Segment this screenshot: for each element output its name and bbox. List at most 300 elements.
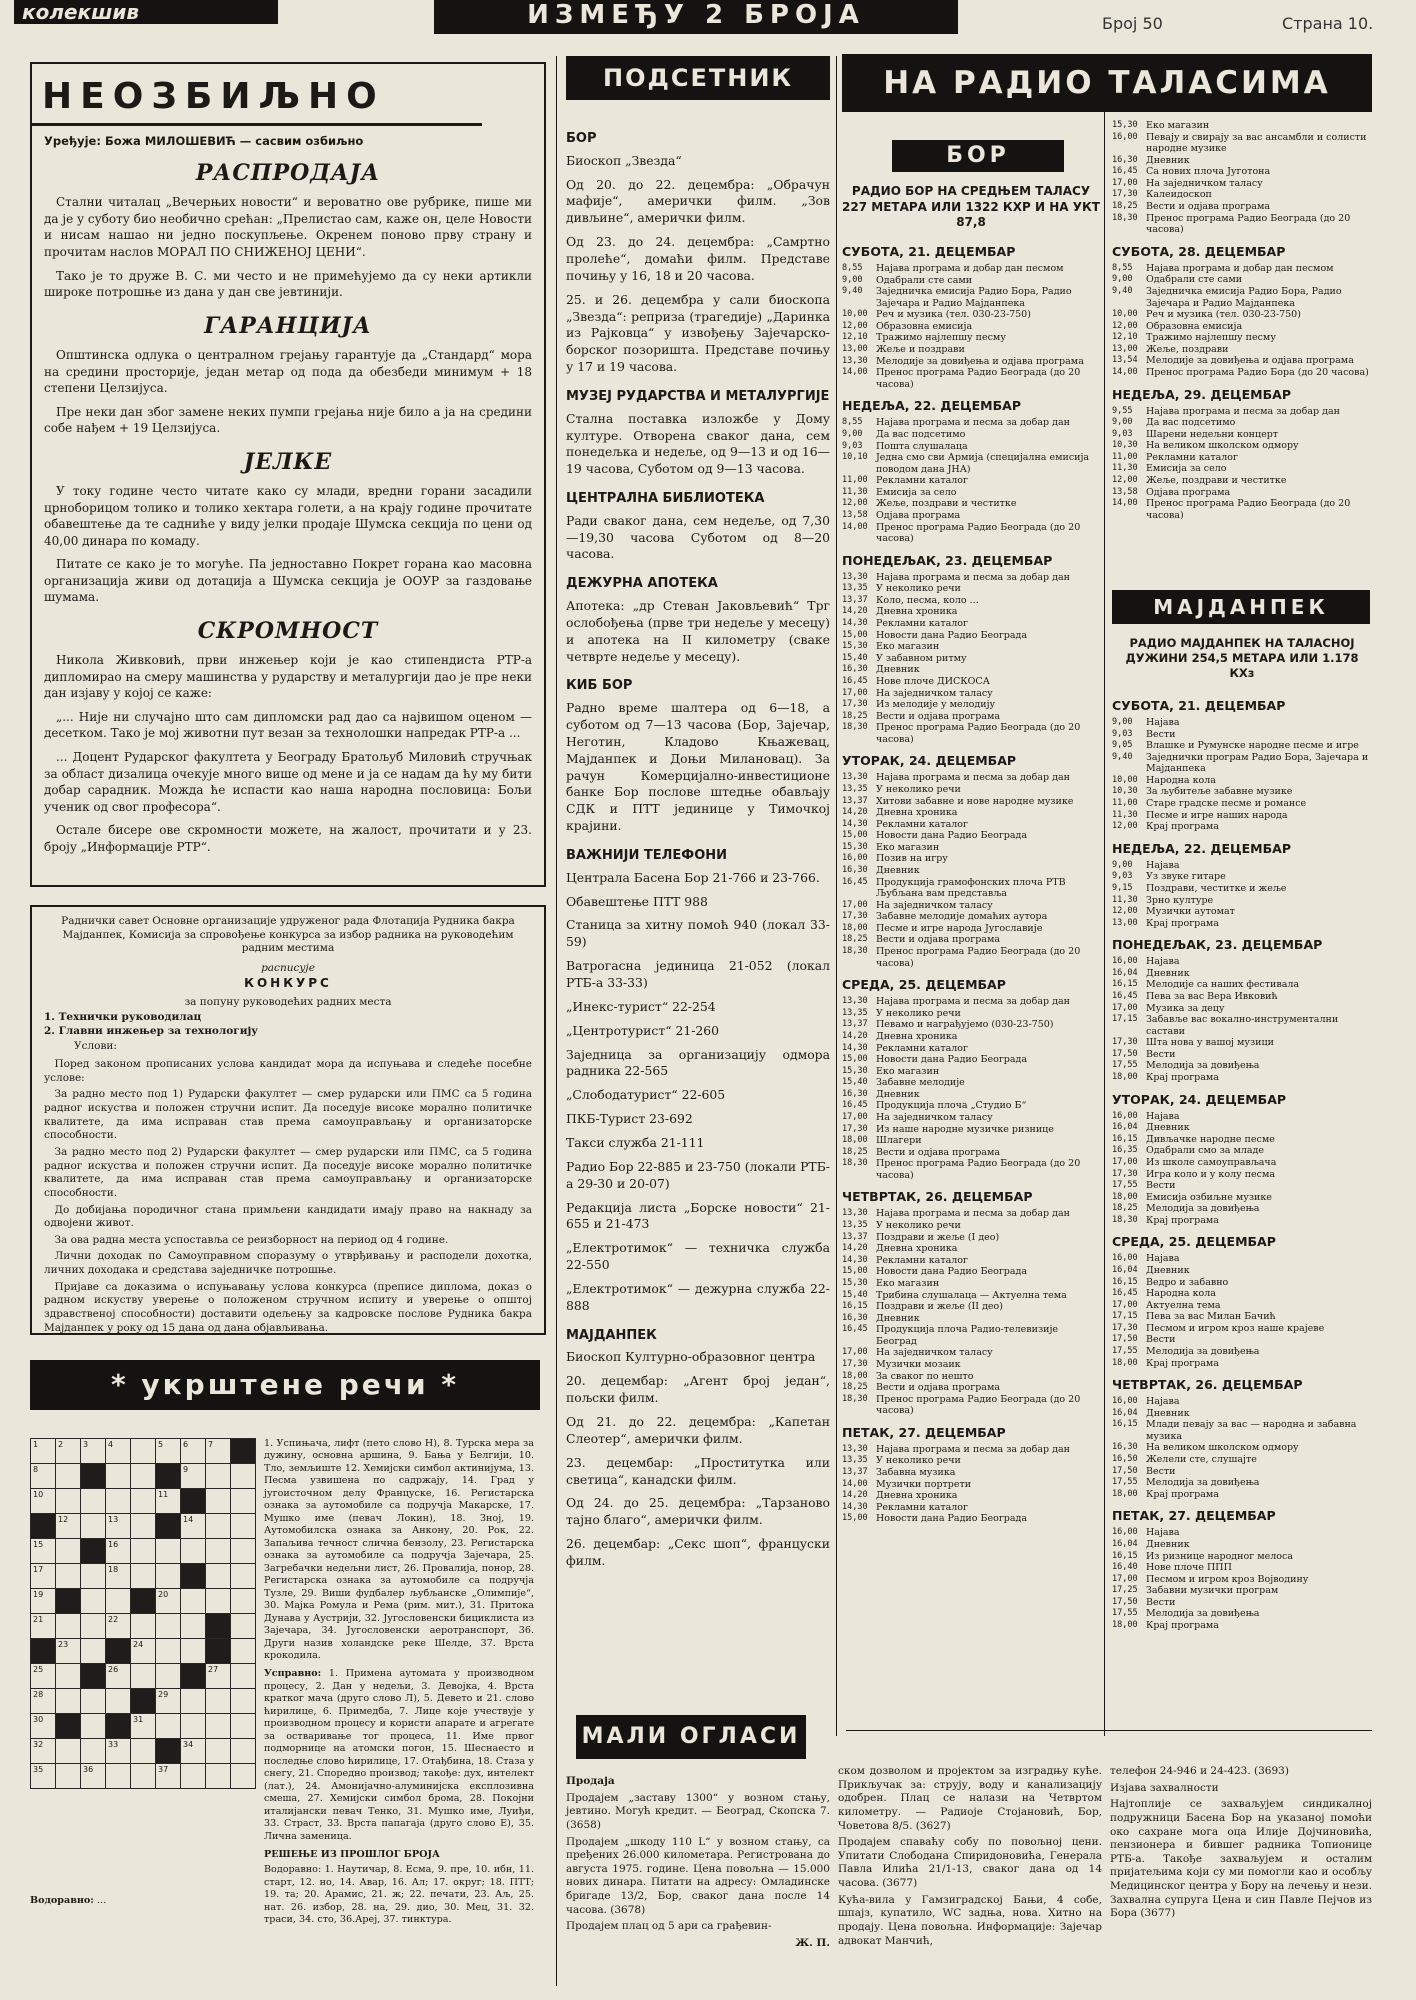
bor-program-row [1112, 429, 1372, 441]
bor-program-row [842, 441, 1100, 453]
bor-program-time: 15,00 [842, 1054, 868, 1065]
crossword-cell[interactable] [56, 1489, 81, 1514]
bor-program-row [842, 1394, 1100, 1417]
crossword-cell[interactable] [206, 1689, 231, 1714]
majdanpek-program-name: Крај програма [1146, 1357, 1219, 1369]
crossword-cell[interactable] [131, 1714, 156, 1739]
majdanpek-program-name: Вести [1146, 1465, 1176, 1477]
bor-program-name: Пренос програма Радио Београда (до 20 часова) [876, 367, 1081, 390]
crossword-block [106, 1714, 131, 1739]
majdanpek-program-time: 16,45 [1112, 1288, 1138, 1299]
majdanpek-program-row [1112, 1574, 1372, 1586]
humor-paragraph: Пре неки дан због замене неких пумпи грејања није било а ја на средини собе нађем + 19 Целзијуса. [44, 404, 532, 436]
crossword-cell[interactable] [131, 1639, 156, 1664]
crossword-cell[interactable] [131, 1664, 156, 1689]
crossword-number: 8 [33, 1465, 39, 1474]
crossword-cell[interactable] [131, 1514, 156, 1539]
majdanpek-program-name: Мелодија за довиђења [1146, 1477, 1260, 1489]
crossword-cell[interactable] [106, 1664, 131, 1689]
bor-day-heading: СУБОТА, 21. ДЕЦЕМБАР [842, 244, 1016, 259]
bor-program-name: Да вас подсетимо [1146, 417, 1236, 429]
majdanpek-program-name: Најава [1146, 717, 1180, 728]
crossword-cell[interactable] [81, 1739, 106, 1764]
crossword-cell[interactable] [106, 1764, 131, 1789]
bor-program-time: 15,40 [842, 1077, 868, 1088]
crossword-cell[interactable] [181, 1739, 206, 1764]
crossword-cell[interactable] [231, 1739, 256, 1764]
crossword-cell[interactable] [181, 1439, 206, 1464]
crossword-cell[interactable] [131, 1564, 156, 1589]
majdanpek-program-row [1112, 1215, 1372, 1227]
crossword-down-label: Усправно: [264, 1668, 322, 1680]
contest-position: 1. Технички руководилац [44, 1011, 202, 1024]
crossword-cell[interactable] [56, 1439, 81, 1464]
majdanpek-program-name: Крај програма [1146, 917, 1219, 929]
bor-program-name: Рекламни каталог [876, 475, 968, 487]
crossword-cell[interactable] [206, 1714, 231, 1739]
bor-program-name: Еко магазин [876, 1277, 940, 1289]
bor-program-name: Мелодије за довиђења и одјава програма [1146, 355, 1354, 367]
crossword-cell[interactable] [106, 1539, 131, 1564]
crossword-cell[interactable] [81, 1489, 106, 1514]
majdanpek-program-time: 16,04 [1112, 1122, 1138, 1133]
crossword-cell[interactable] [206, 1489, 231, 1514]
crossword-block [56, 1589, 81, 1614]
classified-ad: Изјава захвалности [1110, 1781, 1219, 1794]
bor-program-time: 13,58 [1112, 486, 1138, 497]
crossword-cell[interactable] [56, 1564, 81, 1589]
bor-program-row [842, 286, 1100, 309]
crossword-cell[interactable] [56, 1639, 81, 1664]
majdanpek-program-row [1112, 1300, 1372, 1312]
majdanpek-program-time: 17,50 [1112, 1048, 1138, 1059]
bor-program-time: 16,45 [842, 876, 868, 887]
crossword-cell[interactable] [131, 1614, 156, 1639]
reminder-section-heading: ЦЕНТРАЛНА БИБЛИОТЕКА [566, 491, 765, 507]
majdanpek-program-name: Старе градске песме и романсе [1146, 798, 1307, 810]
crossword-cell[interactable] [106, 1589, 131, 1614]
crossword-cell[interactable] [31, 1589, 56, 1614]
majdanpek-program-name: Мелодије са наших фестивала [1146, 979, 1300, 991]
bor-day-heading: ПОНЕДЕЉАК, 23. ДЕЦЕМБАР [842, 552, 1053, 568]
crossword-cell[interactable] [81, 1439, 106, 1464]
crossword-cell[interactable] [156, 1689, 181, 1714]
majdanpek-program-name: Влашке и Румунске народне песме и игре [1146, 740, 1359, 752]
bor-program-row [842, 452, 1100, 475]
bor-program-row [842, 1513, 1100, 1525]
crossword-cell[interactable] [106, 1489, 131, 1514]
majdanpek-program-row [1112, 1277, 1372, 1289]
crossword-cell[interactable] [31, 1564, 56, 1589]
majdanpek-program-time: 16,15 [1112, 979, 1138, 990]
bor-program-time: 18,25 [842, 1382, 868, 1393]
crossword-cell[interactable] [181, 1539, 206, 1564]
bor-program-time: 17,30 [842, 1358, 868, 1369]
humor-section-heading: РАСПРОДАЈА [195, 160, 381, 186]
bor-program-name: Заједничка емисија Радио Бора, Радио Зајечара и Радио Мајданпека [1146, 285, 1342, 309]
bor-program-row [842, 1301, 1100, 1313]
majdanpek-program-row [1112, 871, 1372, 883]
crossword-cell[interactable] [206, 1439, 231, 1464]
bor-program-time: 13,37 [842, 1467, 868, 1478]
crossword-cell[interactable] [206, 1514, 231, 1539]
bor-program-name: Дневна хроника [876, 807, 958, 819]
crossword-cell[interactable] [81, 1689, 106, 1714]
crossword-cell[interactable] [181, 1614, 206, 1639]
bor-program-row [1112, 440, 1372, 452]
bor-program-time: 15,40 [842, 652, 868, 663]
crossword-cell[interactable] [181, 1464, 206, 1489]
bor-program-name: Рекламни каталог [1146, 451, 1238, 463]
crossword-cell[interactable] [206, 1464, 231, 1489]
crossword-cell[interactable] [156, 1714, 181, 1739]
bor-program-name: Песме и игре народа Југославије [876, 922, 1043, 934]
majdanpek-program-name: Најава [1146, 1110, 1180, 1122]
majdanpek-program-row [1112, 860, 1372, 872]
majdanpek-program-row [1112, 883, 1372, 895]
bor-day-heading: НЕДЕЉА, 29. ДЕЦЕМБАР [1112, 386, 1291, 402]
majdanpek-program-row [1112, 1072, 1372, 1084]
bor-program-row [842, 900, 1100, 912]
crossword-cell[interactable] [31, 1739, 56, 1764]
majdanpek-program-row [1112, 1253, 1372, 1265]
crossword-number: 35 [33, 1765, 44, 1774]
bor-program-name: Новости дана Радио Београда [876, 629, 1028, 641]
bor-program-name: Забавне мелодије [876, 1077, 965, 1089]
bor-program-time: 15,30 [1112, 120, 1138, 130]
majdanpek-program-name: Најава [1146, 1396, 1180, 1408]
crossword-cell[interactable] [231, 1539, 256, 1564]
bor-program-time: 13,30 [842, 772, 868, 783]
crossword-cell[interactable] [31, 1439, 56, 1464]
humor-section-heading: СКРОМНОСТ [197, 617, 379, 644]
crossword-cell[interactable] [181, 1589, 206, 1614]
crossword-cell[interactable] [56, 1739, 81, 1764]
majdanpek-program-name: Млади певају за вас — народна и забавна музика [1146, 1419, 1357, 1442]
crossword-cell[interactable] [231, 1664, 256, 1689]
majdanpek-program-time: 16,04 [1112, 1538, 1138, 1549]
bor-program-row [842, 1112, 1100, 1124]
bor-program-name: Новости дана Радио Београда [876, 1054, 1028, 1066]
majdanpek-day-heading: УТОРАК, 24. ДЕЦЕМБАР [1112, 1091, 1287, 1107]
majdanpek-program-row [1112, 810, 1372, 822]
crossword-cell[interactable] [206, 1539, 231, 1564]
majdanpek-program-row [1112, 1192, 1372, 1204]
crossword-cell[interactable] [56, 1514, 81, 1539]
crossword-cell[interactable] [231, 1614, 256, 1639]
classified-ad: Продајем „заставу 1300“ у возном стању, јевтино. Могућ кредит. — Београд, Скопска 7. (3658) [566, 1791, 830, 1831]
bor-program-time: 17,30 [842, 911, 868, 922]
crossword-cell[interactable] [56, 1764, 81, 1789]
crossword-cell[interactable] [131, 1489, 156, 1514]
crossword-cell[interactable] [156, 1564, 181, 1589]
reminder-paragraph: 26. децембар: „Секс шоп“, француски филм. [566, 1536, 830, 1568]
bor-program-time: 18,25 [842, 1146, 868, 1157]
crossword-cell[interactable] [56, 1689, 81, 1714]
majdanpek-program-row [1112, 1346, 1372, 1358]
radio-title: НА РАДИО ТАЛАСИМА [842, 54, 1372, 112]
bor-program-time: 13,00 [842, 344, 868, 355]
crossword-solution-title: РЕШЕЊЕ ИЗ ПРОШЛОГ БРОЈА [264, 1849, 440, 1860]
classified-ad: Продајем плац од 5 ари са грађевин- [566, 1920, 772, 1933]
crossword-cell[interactable] [56, 1539, 81, 1564]
bor-program-row [842, 842, 1100, 854]
bor-program-name: Музички портрети [876, 1478, 972, 1490]
classified-ad: Продајем спаваћу собу по повољној цени. Упитати Слободана Спиридоновића, Генерала Павла Илића 21/1-13, сваког дана од 14 часова. (3677) [838, 1836, 1102, 1890]
crossword-cell[interactable] [106, 1439, 131, 1464]
crossword-cell[interactable] [156, 1539, 181, 1564]
bor-program-time: 14,30 [842, 818, 868, 829]
crossword-cell[interactable] [231, 1464, 256, 1489]
crossword-cell[interactable] [106, 1739, 131, 1764]
bor-program-row [842, 1347, 1100, 1359]
bor-program-time: 14,00 [842, 367, 868, 378]
crossword-cell[interactable] [231, 1639, 256, 1664]
contest-position: 2. Главни инжењер за технологију [44, 1024, 259, 1037]
crossword-cell[interactable] [156, 1639, 181, 1664]
crossword-cell[interactable] [106, 1464, 131, 1489]
majdanpek-program-name: Актуелна тема [1146, 1299, 1221, 1311]
crossword-cell[interactable] [31, 1464, 56, 1489]
majdanpek-program-time: 18,00 [1112, 1488, 1138, 1499]
contest-paragraph: Пријаве са доказима о испуњавању услова конкурса (преписе диплома, доказ о радном искуству уверење о положеном стручном испиту и уверење о општој здравственој способности) доставити одељењу за кадровске послове Рудника бакра Мајданпек у року од 15 дана од дана објављивања. [44, 1280, 532, 1334]
crossword-cell[interactable] [81, 1614, 106, 1639]
crossword-cell[interactable] [56, 1614, 81, 1639]
crossword-cell[interactable] [206, 1739, 231, 1764]
bor-program-name: Еко магазин [876, 1065, 940, 1077]
majdanpek-program-row [1112, 1396, 1372, 1408]
crossword-number: 5 [158, 1440, 164, 1449]
crossword-number: 24 [133, 1640, 144, 1649]
bor-program-name: Најава програма и песма за добар дан [876, 571, 1070, 583]
majdanpek-program-name: Забавље вас вокално-инструментални састави [1146, 1014, 1339, 1037]
crossword-cell[interactable] [31, 1764, 56, 1789]
bor-program-time: 14,30 [842, 618, 868, 629]
crossword-cell[interactable] [131, 1739, 156, 1764]
crossword-number: 32 [33, 1740, 44, 1749]
bor-program-time: 18,30 [842, 1393, 868, 1404]
majdanpek-program-row [1112, 991, 1372, 1003]
bor-program-time: 13,54 [1112, 355, 1138, 366]
classifieds-col2 [838, 1765, 1102, 1990]
bor-program-time: 18,00 [842, 922, 868, 933]
crossword-cell[interactable] [231, 1564, 256, 1589]
majdanpek-program-row [1112, 1060, 1372, 1072]
bor-program-name: На заједничком таласу [876, 899, 993, 911]
bor-program-name: У неколико речи [876, 1007, 961, 1019]
crossword-cell[interactable] [131, 1764, 156, 1789]
bor-program-time: 13,37 [842, 1231, 868, 1242]
majdanpek-program-row [1112, 1608, 1372, 1620]
crossword-cell[interactable] [81, 1639, 106, 1664]
crossword-cell[interactable] [156, 1614, 181, 1639]
issue-number: Број 50 [1102, 14, 1163, 33]
majdanpek-program-time: 16,04 [1112, 1264, 1138, 1275]
crossword-cell[interactable] [56, 1664, 81, 1689]
bor-program-name: Вести и одјава програма [876, 934, 1001, 946]
crossword-cell[interactable] [31, 1714, 56, 1739]
crossword-cell[interactable] [106, 1689, 131, 1714]
crossword-block [206, 1639, 231, 1664]
bor-program-time: 16,45 [1112, 166, 1138, 177]
crossword-cell[interactable] [231, 1689, 256, 1714]
bor-program-row [842, 630, 1100, 642]
crossword-cell[interactable] [206, 1564, 231, 1589]
crossword-cell[interactable] [156, 1489, 181, 1514]
majdanpek-program-row [1112, 1122, 1372, 1134]
majdanpek-day-heading: ПЕТАК, 27. ДЕЦЕМБАР [1112, 1508, 1276, 1524]
bor-program-name: Са нових плоча Југотона [1146, 166, 1271, 178]
crossword-cell[interactable] [81, 1564, 106, 1589]
majdanpek-program-time: 16,04 [1112, 967, 1138, 978]
crossword-cell[interactable] [131, 1539, 156, 1564]
reminder-paragraph: Радио Бор 22-885 и 23-750 (локали РТБ-а 29-30 и 20-07) [566, 1158, 830, 1191]
bor-program-row [842, 923, 1100, 935]
crossword-cell[interactable] [231, 1764, 256, 1789]
majdanpek-program-time: 16,40 [1112, 1562, 1138, 1573]
bor-program-row [1112, 201, 1372, 213]
crossword-cell[interactable] [106, 1564, 131, 1589]
crossword-block [31, 1639, 56, 1664]
crossword-cell[interactable] [31, 1539, 56, 1564]
crossword-cell[interactable] [56, 1464, 81, 1489]
majdanpek-program-name: Крај програма [1146, 1488, 1219, 1500]
majdanpek-program-name: Крај програма [1146, 1072, 1219, 1084]
crossword-cell[interactable] [156, 1439, 181, 1464]
majdanpek-day-heading: СУБОТА, 21. ДЕЦЕМБАР [1112, 698, 1286, 713]
crossword-cell[interactable] [206, 1664, 231, 1689]
crossword-cell[interactable] [181, 1714, 206, 1739]
crossword-number: 37 [158, 1765, 169, 1774]
bor-program-name: Тражимо најлепшу песму [876, 332, 1006, 344]
crossword-cell[interactable] [31, 1614, 56, 1639]
majdanpek-program-row [1112, 1334, 1372, 1346]
bor-program-row [842, 429, 1100, 441]
majdanpek-program-name: Пева за вас Вера Ивковић [1146, 990, 1278, 1002]
bor-program-name: Реч и музика (тел. 030-23-750) [1146, 309, 1301, 321]
bor-program-name: Рекламни каталог [876, 818, 968, 830]
majdanpek-program-name: Мелодија за довиђења [1146, 1203, 1260, 1215]
bor-program-row [842, 498, 1100, 510]
crossword-cell[interactable] [31, 1664, 56, 1689]
bor-program-time: 9,40 [1112, 285, 1133, 296]
bor-program-name: На заједничком таласу [1146, 177, 1263, 189]
majdanpek-program-row [1112, 1323, 1372, 1335]
majdanpek-program-row [1112, 956, 1372, 968]
majdanpek-program-time: 16,15 [1112, 1133, 1138, 1144]
bor-program-name: Вести и одјава програма [876, 710, 1001, 722]
majdanpek-program-time: 16,15 [1112, 1419, 1138, 1430]
bor-program-time: 12,00 [1112, 475, 1138, 486]
crossword-cell[interactable] [231, 1514, 256, 1539]
majdanpek-program-name: Из школе самоуправљача [1146, 1156, 1277, 1168]
crossword-cell[interactable] [181, 1639, 206, 1664]
classified-ad: Продајем „шкоду 110 L“ у возном стању, са пређених 26.000 километара. Регистрована до августа 1975. године. Цена повољна — 15.000 нових динара. Питати на адресу: Омладинске бригаде 13/2, Бор, сваког дана после 14 часова. (3678) [566, 1835, 830, 1916]
contest-paragraphs [44, 1058, 532, 1335]
bor-program-time: 14,20 [842, 1490, 868, 1501]
crossword-number: 28 [33, 1690, 44, 1699]
reminder-paragraph: Од 23. до 24. децембра: „Самртно пролеће“, домаћи филм. Представе почињу у 16, 18 и 20 часова. [566, 234, 830, 283]
contest-paragraph: Поред законом прописаних услова кандидат мора да испуњава и следеће посебне услове: [44, 1058, 532, 1084]
bor-program-name: Новости дана Радио Београда [876, 1266, 1028, 1278]
crossword-number: 18 [108, 1565, 119, 1574]
majdanpek-program-name: Поздрави, честитке и жеље [1146, 882, 1287, 894]
crossword-number: 15 [33, 1540, 44, 1549]
crossword-cell[interactable] [206, 1764, 231, 1789]
majdanpek-program-time: 16,30 [1112, 1442, 1138, 1453]
crossword-cell[interactable] [31, 1489, 56, 1514]
crossword-cell[interactable] [156, 1664, 181, 1689]
bor-program-name: Жеље, поздрави [1146, 343, 1229, 355]
bor-program-row [842, 583, 1100, 595]
crossword-cell[interactable] [156, 1764, 181, 1789]
crossword-cell[interactable] [181, 1764, 206, 1789]
crossword-cell[interactable] [81, 1714, 106, 1739]
bor-program-name: Рекламни каталог [876, 1254, 968, 1266]
bor-program-row [1112, 452, 1372, 464]
crossword-cell[interactable] [81, 1764, 106, 1789]
bor-program-name: Емисија за село [876, 486, 957, 498]
crossword-cell[interactable] [231, 1714, 256, 1739]
humor-title: НЕОЗБИЉНО [32, 70, 482, 126]
majdanpek-program-time: 10,00 [1112, 774, 1138, 785]
reminder-section-heading: БОР [566, 131, 597, 146]
bor-program-name: Трибина слушалаца — Актуелна тема [876, 1289, 1067, 1301]
reminder-paragraph: 20. децембар: „Агент број један“, пољски филм. [566, 1373, 830, 1406]
crossword-cell[interactable] [181, 1689, 206, 1714]
crossword-number: 7 [208, 1440, 214, 1449]
crossword-cell[interactable] [106, 1614, 131, 1639]
bor-program-name: Жеље и поздрави [876, 344, 965, 356]
bor-program-name: Одјава програма [1146, 486, 1231, 498]
radio-majdanpek-subtitle: РАДИО МАЈДАНПЕК НА ТАЛАСНОЈ ДУЖИНИ 254,5 МЕТАРА ИЛИ 1.178 КХз [1125, 636, 1359, 680]
crossword-grid[interactable] [30, 1438, 256, 1789]
majdanpek-program-time: 12,00 [1112, 821, 1138, 832]
crossword-cell[interactable] [106, 1514, 131, 1539]
crossword-cell[interactable] [231, 1489, 256, 1514]
bor-program-name: Еко магазин [876, 841, 940, 853]
majdanpek-program-name: Најава [1146, 859, 1180, 871]
contest-announces: расписује [261, 961, 315, 974]
crossword-cell[interactable] [156, 1589, 181, 1614]
crossword-cell[interactable] [81, 1514, 106, 1539]
page-number: Страна 10. [1282, 14, 1374, 33]
contest-intro: Раднички савет Основне организације удруженог рада Флотација Рудника бакра Мајданпек, Комисија за спровођење конкурса за избор радника на руководећим радним местима [61, 915, 515, 955]
crossword-cell[interactable] [131, 1439, 156, 1464]
crossword-cell[interactable] [31, 1689, 56, 1714]
crossword-block [56, 1714, 81, 1739]
crossword-cell[interactable] [131, 1464, 156, 1489]
crossword-block [181, 1564, 206, 1589]
bor-program-time: 14,30 [842, 1254, 868, 1265]
crossword-cell[interactable] [206, 1589, 231, 1614]
majdanpek-program-time: 9,03 [1112, 728, 1133, 739]
reminder-section-heading: МУЗЕЈ РУДАРСТВА И МЕТАЛУРГИЈЕ [566, 388, 830, 404]
bor-program-name: Најава програма и добар дан песмом [1146, 262, 1334, 274]
majdanpek-program-name: Народна кола [1146, 774, 1216, 786]
crossword-cell[interactable] [231, 1589, 256, 1614]
majdanpek-program-time: 9,05 [1112, 740, 1133, 751]
bor-program-name: Продукција плоча „Студио Б“ [876, 1100, 1027, 1112]
majdanpek-program-time: 16,04 [1112, 1407, 1138, 1418]
majdanpek-program-name: Песме и игре наших народа [1146, 809, 1288, 821]
bor-program-time: 8,55 [1112, 262, 1133, 273]
crossword-number: 26 [108, 1665, 119, 1674]
bor-program-row [842, 356, 1100, 368]
crossword-cell[interactable] [81, 1589, 106, 1614]
reminder-paragraph: Од 20. до 22. децембра: „Обрачун мафије“, амерички филм. „Зов дивљине“, амерички филм. [566, 176, 830, 226]
crossword-cell[interactable] [181, 1514, 206, 1539]
